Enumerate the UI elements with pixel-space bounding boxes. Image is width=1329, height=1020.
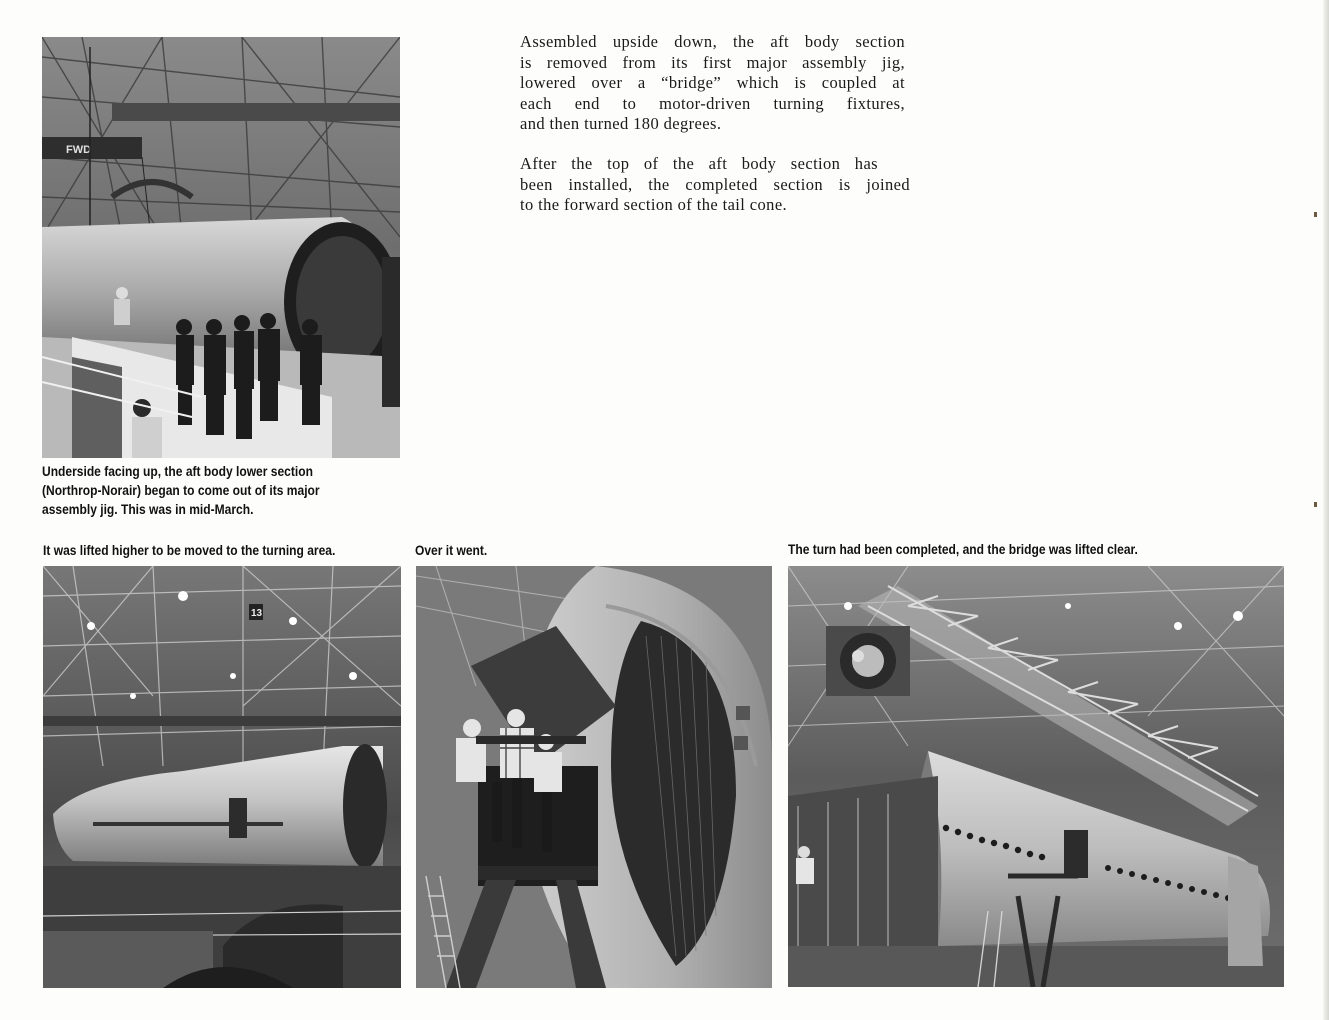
body-paragraph-2-line-1: After the top of the aft body section has xyxy=(520,154,878,173)
caption-top-left xyxy=(42,462,320,519)
bay-number-text: 13 xyxy=(251,608,263,619)
page-edge xyxy=(1323,0,1329,1020)
page-edge-mark xyxy=(1314,502,1317,507)
body-paragraph-1-line-4: each end to motor-driven turning fixtures, xyxy=(520,93,905,113)
photo-over-it-went xyxy=(416,566,772,988)
body-paragraph-2 xyxy=(520,154,910,216)
caption-top-left-line-2: (Northrop-Norair) began to come out of its major xyxy=(42,482,320,498)
body-paragraph-1 xyxy=(520,32,905,135)
body-paragraph-2-line-3: to the forward section of the tail cone. xyxy=(520,195,788,214)
photo-section-lifted-higher xyxy=(43,566,401,988)
caption-top-left-line-3: assembly jig. This was in mid-March. xyxy=(42,501,254,517)
body-paragraph-1-line-3: lowered over a “bridge” which is coupled at xyxy=(520,73,905,92)
page-edge-mark xyxy=(1314,212,1317,217)
caption-top-left-line-1: Underside facing up, the aft body lower section xyxy=(42,463,313,479)
photo-turn-completed xyxy=(788,566,1284,987)
body-paragraph-1-line-1: Assembled upside down, the aft body section xyxy=(520,32,905,51)
body-paragraph-1-line-5: and then turned 180 degrees. xyxy=(520,114,722,133)
photo-aft-body-in-jig xyxy=(42,37,400,458)
caption-bottom-middle: Over it went. xyxy=(415,542,488,558)
caption-bottom-right: The turn had been completed, and the bridge was lifted clear. xyxy=(788,541,1138,557)
body-paragraph-2-line-2: been installed, the completed section is joined xyxy=(520,174,910,194)
caption-bottom-left: It was lifted higher to be moved to the turning area. xyxy=(43,542,336,558)
body-paragraph-1-line-2: is removed from its first major assembly jig, xyxy=(520,52,905,72)
fwd-sign-text: FWD xyxy=(66,144,92,156)
